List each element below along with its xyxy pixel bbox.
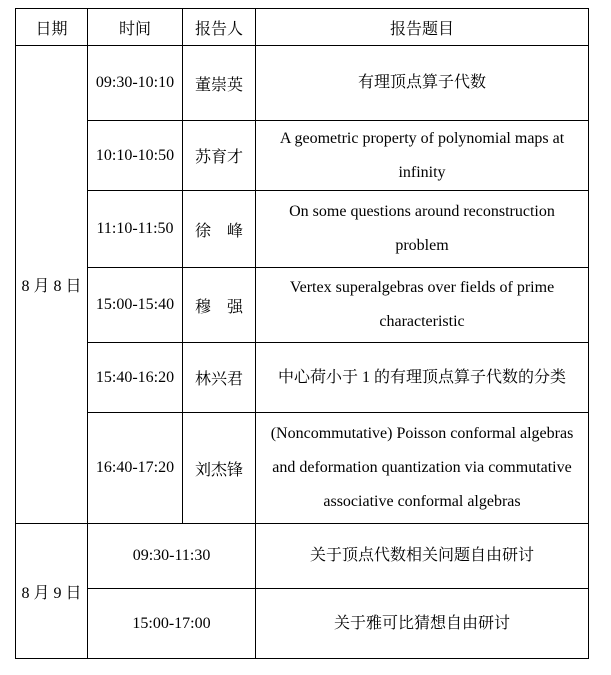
speaker-cell: 穆 强 (183, 268, 256, 343)
conference-schedule-table (15, 8, 589, 659)
header-row (16, 9, 589, 46)
speaker-cell: 刘杰锋 (183, 413, 256, 524)
time-cell: 10:10-10:50 (88, 121, 183, 191)
table-row (16, 46, 589, 121)
title-cell: Vertex superalgebras over fields of prime characteristic (256, 268, 589, 343)
table-row (16, 413, 589, 524)
time-cell: 15:00-15:40 (88, 268, 183, 343)
title-cell: 关于顶点代数相关问题自由研讨 (256, 524, 589, 589)
header-date: 日期 (16, 9, 88, 46)
table-row (16, 121, 589, 191)
time-cell: 15:40-16:20 (88, 343, 183, 413)
speaker-cell: 苏育才 (183, 121, 256, 191)
speaker-cell: 林兴君 (183, 343, 256, 413)
time-cell: 16:40-17:20 (88, 413, 183, 524)
table-row (16, 524, 589, 589)
title-cell: A geometric property of polynomial maps at infinity (256, 121, 589, 191)
time-cell: 09:30-11:30 (88, 524, 256, 589)
date-cell-day2: 8 月 9 日 (16, 524, 88, 659)
table-row (16, 268, 589, 343)
header-speaker: 报告人 (183, 9, 256, 46)
header-time: 时间 (88, 9, 183, 46)
speaker-cell: 董崇英 (183, 46, 256, 121)
title-cell: On some questions around reconstruction problem (256, 191, 589, 268)
table-row (16, 343, 589, 413)
time-cell: 09:30-10:10 (88, 46, 183, 121)
table-row (16, 191, 589, 268)
title-cell: 中心荷小于 1 的有理顶点算子代数的分类 (256, 343, 589, 413)
title-cell: 关于雅可比猜想自由研讨 (256, 589, 589, 659)
title-cell: (Noncommutative) Poisson conformal algebras and deformation quantization via commutative associative conformal algebras (256, 413, 589, 524)
time-cell: 11:10-11:50 (88, 191, 183, 268)
header-title: 报告题目 (256, 9, 589, 46)
date-cell-day1: 8 月 8 日 (16, 46, 88, 524)
time-cell: 15:00-17:00 (88, 589, 256, 659)
title-cell: 有理顶点算子代数 (256, 46, 589, 121)
speaker-cell: 徐 峰 (183, 191, 256, 268)
table-row (16, 589, 589, 659)
